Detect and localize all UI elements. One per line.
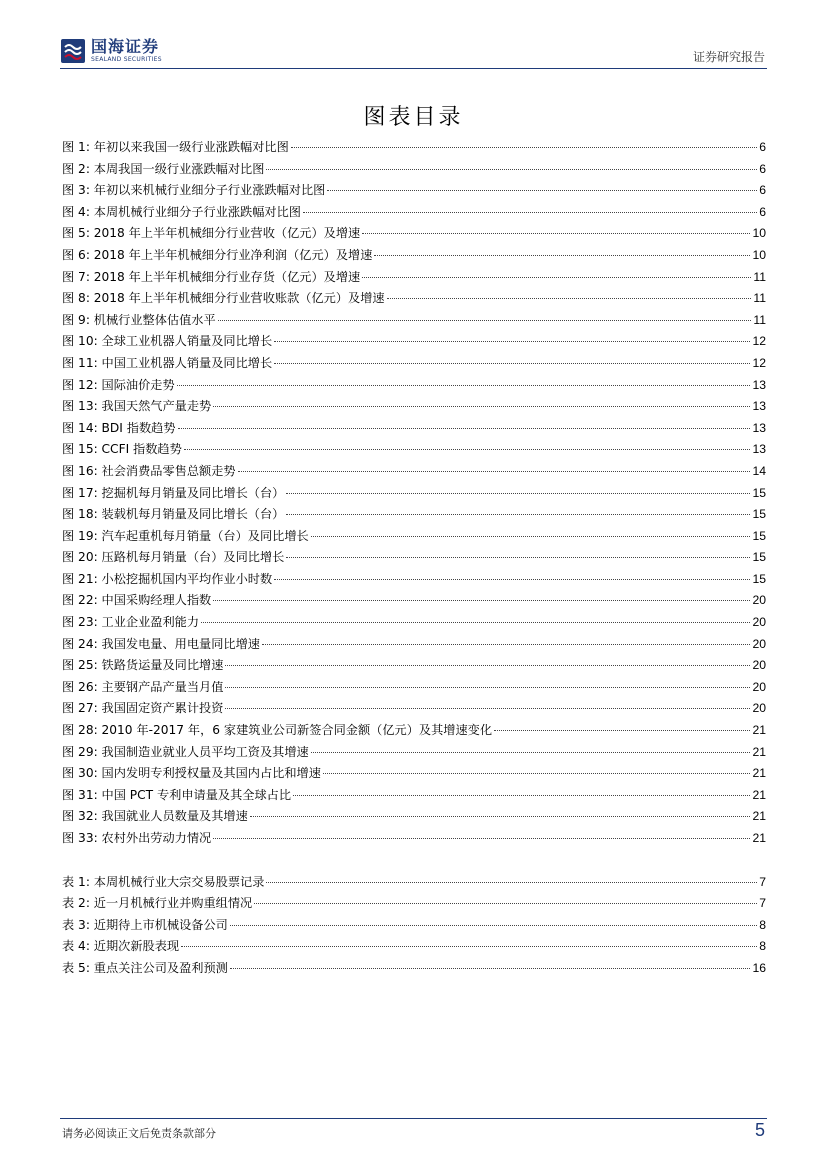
toc-table-entry[interactable] xyxy=(62,873,766,895)
entry-page-number: 8 xyxy=(759,917,766,932)
page-title: 图表目录 xyxy=(363,105,464,130)
toc-figure-entry[interactable] xyxy=(62,289,766,311)
entry-label: 图 13: 我国天然气产量走势 xyxy=(62,399,212,414)
toc-figure-entry[interactable] xyxy=(62,311,766,333)
entry-label: 图 22: 中国采购经理人指数 xyxy=(62,593,212,608)
entry-page-number: 11 xyxy=(753,312,766,327)
toc-figure-entry[interactable] xyxy=(62,807,766,829)
toc-figure-entry[interactable] xyxy=(62,224,766,246)
toc-figure-entry[interactable] xyxy=(62,635,766,657)
dot-leader xyxy=(213,838,750,839)
entry-page-number: 21 xyxy=(752,809,766,824)
entry-label: 图 29: 我国制造业就业人员平均工资及其增速 xyxy=(62,744,309,759)
dot-leader xyxy=(262,644,750,645)
toc-figure-entry[interactable] xyxy=(62,160,766,182)
entry-page-number: 8 xyxy=(759,939,766,954)
entry-label: 表 5: 重点关注公司及盈利预测 xyxy=(62,960,228,975)
dot-leader xyxy=(225,708,750,709)
section-gap xyxy=(62,851,766,873)
entry-label: 图 26: 主要钢产品产量当月值 xyxy=(62,679,224,694)
toc-figure-entry[interactable] xyxy=(62,440,766,462)
toc-figure-entry[interactable] xyxy=(62,721,766,743)
toc-table-entry[interactable] xyxy=(62,916,766,938)
entry-page-number: 21 xyxy=(752,744,766,759)
page-header xyxy=(0,0,827,70)
toc-table-entry[interactable] xyxy=(62,894,766,916)
entry-label: 图 5: 2018 年上半年机械细分行业营收（亿元）及增速 xyxy=(62,226,361,241)
entry-label: 图 12: 国际油价走势 xyxy=(62,377,175,392)
dot-leader xyxy=(303,212,757,213)
figure-list xyxy=(62,138,766,851)
entry-label: 图 11: 中国工业机器人销量及同比增长 xyxy=(62,355,273,370)
entry-label: 图 30: 国内发明专利授权量及其国内占比和增速 xyxy=(62,766,321,781)
dot-leader xyxy=(266,882,757,883)
footer-divider xyxy=(60,1118,767,1119)
toc-figure-entry[interactable] xyxy=(62,397,766,419)
dot-leader xyxy=(274,363,750,364)
entry-page-number: 12 xyxy=(752,334,766,349)
entry-label: 图 6: 2018 年上半年机械细分行业净利润（亿元）及增速 xyxy=(62,247,373,262)
entry-label: 图 25: 铁路货运量及同比增速 xyxy=(62,658,224,673)
dot-leader xyxy=(362,277,751,278)
dot-leader xyxy=(311,536,751,537)
entry-page-number: 21 xyxy=(752,787,766,802)
entry-page-number: 6 xyxy=(759,204,766,219)
dot-leader xyxy=(250,816,751,817)
toc-figure-entry[interactable] xyxy=(62,591,766,613)
toc-figure-entry[interactable] xyxy=(62,246,766,268)
entry-page-number: 6 xyxy=(759,140,766,154)
dot-leader xyxy=(286,514,750,515)
company-logo xyxy=(60,38,162,64)
dot-leader xyxy=(213,406,750,407)
entry-page-number: 11 xyxy=(753,291,766,306)
entry-page-number: 15 xyxy=(752,571,766,586)
entry-label: 图 7: 2018 年上半年机械细分行业存货（亿元）及增速 xyxy=(62,269,361,284)
entry-page-number: 13 xyxy=(752,420,766,435)
entry-page-number: 10 xyxy=(752,226,766,241)
toc-figure-entry[interactable] xyxy=(62,548,766,570)
entry-label: 图 15: CCFI 指数趋势 xyxy=(62,442,182,457)
dot-leader xyxy=(181,946,757,947)
entry-page-number: 6 xyxy=(759,161,766,176)
dot-leader xyxy=(327,190,757,191)
dot-leader xyxy=(201,622,750,623)
entry-label: 图 17: 挖掘机每月销量及同比增长（台） xyxy=(62,485,285,500)
toc-figure-entry[interactable] xyxy=(62,484,766,506)
page-number: 5 xyxy=(754,1120,765,1140)
toc-figure-entry[interactable] xyxy=(62,613,766,635)
toc-figure-entry[interactable] xyxy=(62,743,766,765)
entry-label: 图 24: 我国发电量、用电量同比增速 xyxy=(62,636,260,651)
dot-leader xyxy=(213,600,750,601)
toc-figure-entry[interactable] xyxy=(62,376,766,398)
table-list xyxy=(62,873,766,981)
toc-figure-entry[interactable] xyxy=(62,138,766,160)
dot-leader xyxy=(323,773,751,774)
toc-figure-entry[interactable] xyxy=(62,786,766,808)
toc-figure-entry[interactable] xyxy=(62,268,766,290)
dot-leader xyxy=(286,493,750,494)
entry-page-number: 13 xyxy=(752,377,766,392)
toc-figure-entry[interactable] xyxy=(62,699,766,721)
dot-leader xyxy=(230,925,757,926)
entry-label: 图 27: 我国固定资产累计投资 xyxy=(62,701,224,716)
entry-page-number: 14 xyxy=(752,463,766,478)
dot-leader xyxy=(311,752,751,753)
entry-page-number: 21 xyxy=(752,831,766,845)
dot-leader xyxy=(254,903,757,904)
entry-label: 图 10: 全球工业机器人销量及同比增长 xyxy=(62,334,273,349)
toc-figure-entry[interactable] xyxy=(62,656,766,678)
entry-page-number: 20 xyxy=(752,679,766,694)
toc-figure-entry[interactable] xyxy=(62,419,766,441)
toc-table-entry[interactable] xyxy=(62,937,766,959)
toc-figure-entry[interactable] xyxy=(62,332,766,354)
entry-page-number: 7 xyxy=(759,896,766,911)
entry-label: 图 19: 汽车起重机每月销量（台）及同比增长 xyxy=(62,528,309,543)
entry-page-number: 7 xyxy=(759,874,766,889)
logo-english-name: SEALAND SECURITIES xyxy=(91,56,162,63)
dot-leader xyxy=(494,730,750,731)
entry-label: 表 2: 近一月机械行业并购重组情况 xyxy=(62,896,253,911)
entry-label: 图 2: 本周我国一级行业涨跌幅对比图 xyxy=(62,161,265,176)
entry-label: 图 23: 工业企业盈利能力 xyxy=(62,615,200,630)
toc-table-entry[interactable] xyxy=(62,959,766,981)
entry-label: 图 3: 年初以来机械行业细分子行业涨跌幅对比图 xyxy=(62,183,326,198)
entry-page-number: 15 xyxy=(752,507,766,522)
header-divider xyxy=(60,68,767,69)
dot-leader xyxy=(291,147,757,148)
entry-page-number: 20 xyxy=(752,593,766,608)
dot-leader xyxy=(178,428,751,429)
toc-figure-entry[interactable] xyxy=(62,462,766,484)
toc-figure-entry[interactable] xyxy=(62,203,766,225)
entry-page-number: 20 xyxy=(752,615,766,630)
sealand-logo-icon xyxy=(60,38,86,64)
entry-label: 图 31: 中国 PCT 专利申请量及其全球占比 xyxy=(62,787,292,802)
entry-label: 图 20: 压路机每月销量（台）及同比增长 xyxy=(62,550,285,565)
dot-leader xyxy=(225,687,750,688)
dot-leader xyxy=(266,169,757,170)
dot-leader xyxy=(230,968,751,969)
entry-label: 表 1: 本周机械行业大宗交易股票记录 xyxy=(62,874,265,889)
entry-label: 图 16: 社会消费品零售总额走势 xyxy=(62,463,236,478)
entry-page-number: 15 xyxy=(752,550,766,565)
dot-leader xyxy=(374,255,750,256)
disclaimer-text: 请务必阅读正文后免责条款部分 xyxy=(62,1127,216,1140)
dot-leader xyxy=(274,341,750,342)
toc-figure-entry[interactable] xyxy=(62,570,766,592)
entry-page-number: 16 xyxy=(752,960,766,975)
toc-figure-entry[interactable] xyxy=(62,527,766,549)
entry-label: 图 8: 2018 年上半年机械细分行业营收账款（亿元）及增速 xyxy=(62,291,385,306)
table-of-contents xyxy=(62,138,766,981)
entry-page-number: 11 xyxy=(753,269,766,284)
entry-label: 表 4: 近期次新股表现 xyxy=(62,939,180,954)
entry-page-number: 13 xyxy=(752,442,766,457)
entry-label: 图 4: 本周机械行业细分子行业涨跌幅对比图 xyxy=(62,204,301,219)
dot-leader xyxy=(362,233,750,234)
document-type: 证券研究报告 xyxy=(692,50,765,64)
dot-leader xyxy=(184,449,751,450)
entry-label: 图 28: 2010 年-2017 年，6 家建筑业公司新签合同金额（亿元）及其增速变化 xyxy=(62,723,493,738)
entry-label: 图 1: 年初以来我国一级行业涨跌幅对比图 xyxy=(62,140,289,154)
entry-label: 图 9: 机械行业整体估值水平 xyxy=(62,312,216,327)
entry-label: 图 21: 小松挖掘机国内平均作业小时数 xyxy=(62,571,273,586)
toc-figure-entry[interactable] xyxy=(62,505,766,527)
entry-page-number: 20 xyxy=(752,701,766,716)
entry-label: 图 32: 我国就业人员数量及其增速 xyxy=(62,809,248,824)
entry-page-number: 13 xyxy=(752,399,766,414)
entry-page-number: 21 xyxy=(752,723,766,738)
entry-label: 图 14: BDI 指数趋势 xyxy=(62,420,176,435)
toc-figure-entry[interactable] xyxy=(62,829,766,851)
dot-leader xyxy=(274,579,750,580)
toc-figure-entry[interactable] xyxy=(62,181,766,203)
entry-page-number: 10 xyxy=(752,247,766,262)
entry-page-number: 12 xyxy=(752,355,766,370)
dot-leader xyxy=(225,665,750,666)
toc-figure-entry[interactable] xyxy=(62,678,766,700)
toc-figure-entry[interactable] xyxy=(62,354,766,376)
logo-chinese-name: 国海证券 xyxy=(91,37,160,56)
dot-leader xyxy=(286,557,750,558)
dot-leader xyxy=(218,320,752,321)
dot-leader xyxy=(177,385,751,386)
entry-label: 表 3: 近期待上市机械设备公司 xyxy=(62,917,228,932)
entry-page-number: 15 xyxy=(752,528,766,543)
entry-page-number: 15 xyxy=(752,485,766,500)
entry-label: 图 33: 农村外出劳动力情况 xyxy=(62,831,212,845)
entry-page-number: 21 xyxy=(752,766,766,781)
entry-page-number: 6 xyxy=(759,183,766,198)
dot-leader xyxy=(238,471,751,472)
toc-figure-entry[interactable] xyxy=(62,764,766,786)
dot-leader xyxy=(293,795,750,796)
entry-page-number: 20 xyxy=(752,658,766,673)
dot-leader xyxy=(387,298,752,299)
entry-label: 图 18: 装载机每月销量及同比增长（台） xyxy=(62,507,285,522)
entry-page-number: 20 xyxy=(752,636,766,651)
